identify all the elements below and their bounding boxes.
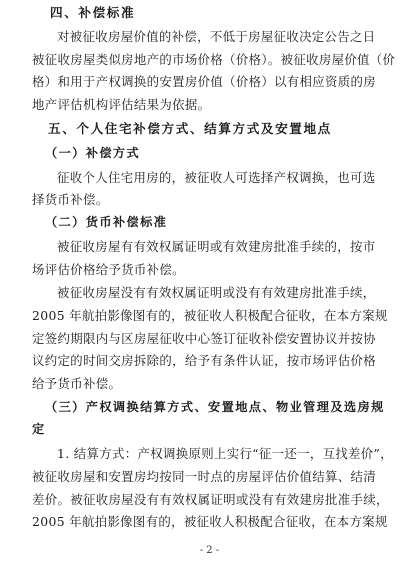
paragraph-line: 征收个人住宅用房的，被征收人可选择产权调换，也可选 (57, 170, 376, 185)
paragraph-line: 给予货币补偿。 (32, 376, 122, 391)
paragraph-line: 议约定的时间交房拆除的，给予有条件认证，按市场评估价格 (32, 353, 376, 368)
section-heading-compensation-standard: 四、补偿标准 (50, 5, 136, 20)
paragraph-line: 被征收房屋有有效权属证明或有效建房批准手续的，按市 (57, 239, 376, 254)
subheading-compensation-method: （一）补偿方式 (45, 146, 141, 160)
subheading-monetary-standard: （二）货币补偿标准 (45, 215, 168, 229)
paragraph-line: 被征收房屋类似房地产的市场价格（价格）。被征收房屋价值（价 (32, 52, 396, 67)
paragraph-line-settlement: 1. 结算方式：产权调换原则上实行“征一还一，互找差价”， (57, 446, 393, 461)
paragraph-line: 差价。被征收房屋没有有效权属证明或没有有效建房批准手续， (32, 492, 389, 507)
paragraph-line: 对被征收房屋价值的补偿，不低于房屋征收决定公告之日 (57, 29, 376, 44)
paragraph-line: 定签约期限内与区房屋征收中心签订征收补偿安置协议并按协 (32, 331, 376, 346)
paragraph-line: 择货币补偿。 (32, 192, 109, 207)
subheading-property-exchange-cont: 定 (32, 422, 46, 436)
paragraph-line: 场评估价格给予货币补偿。 (32, 262, 185, 277)
paragraph-line: 2005 年航拍影像图有的，被征收人积极配合征收，在本方案规 (32, 308, 388, 323)
page-number: - 2 - (199, 545, 220, 556)
section-heading-housing-compensation: 五、个人住宅补偿方式、结算方式及安置地点 (48, 121, 332, 136)
paragraph-line: 格）和用于产权调换的安置房价值（价格）以有相应资质的房 (32, 74, 376, 89)
paragraph-line: 2005 年航拍影像图有的，被征收人积极配合征收，在本方案规 (32, 514, 388, 529)
paragraph-line: 被征收房屋和安置房均按同一时点的房屋评估价值结算、结清 (32, 469, 376, 484)
subheading-property-exchange: （三）产权调换结算方式、安置地点、物业管理及选房规 (45, 400, 385, 414)
paragraph-line: 被征收房屋没有有效权属证明或没有有效建房批准手续， (57, 285, 376, 300)
paragraph-line: 地产评估机构评估结果为依据。 (32, 97, 211, 112)
